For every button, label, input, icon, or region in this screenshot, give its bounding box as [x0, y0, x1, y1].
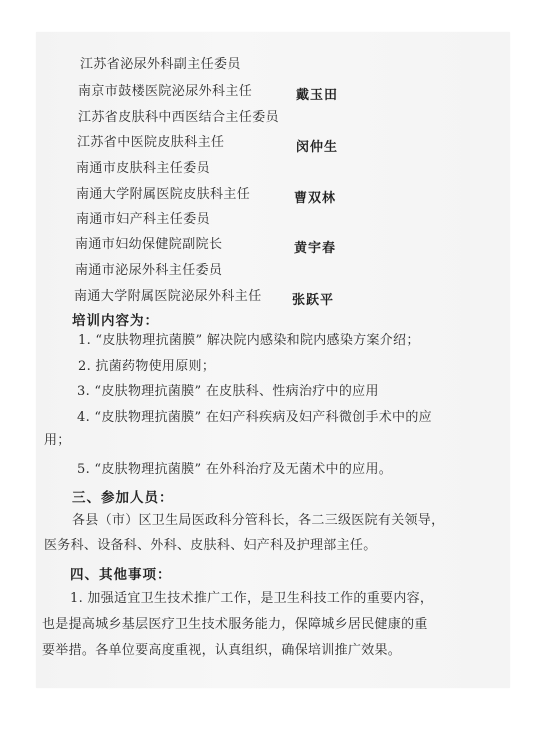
expert-4-title-1: 南通市妇产科主任委员 [76, 212, 211, 227]
other-line-1: 1. 加强适宜卫生技术推广工作，是卫生科技工作的重要内容， [70, 591, 434, 606]
expert-3-title-1: 南通市皮肤科主任委员 [76, 161, 211, 176]
content-item-1: 1. “皮肤物理抗菌膜” 解决院内感染和院内感染方案介绍； [78, 333, 420, 348]
expert-3-name: 曹双林 [294, 191, 337, 206]
other-matters-heading: 四、其他事项： [70, 567, 172, 583]
participants-heading: 三、参加人员： [72, 490, 174, 506]
expert-3-title-2: 南通大学附属医院皮肤科主任 [76, 187, 251, 202]
content-item-4: 4. “皮肤物理抗菌膜” 在妇产科疾病及妇产科微创手术中的应 [77, 410, 432, 425]
training-content-heading: 培训内容为： [72, 313, 159, 329]
participants-line-2: 医务科、设备科、外科、皮肤科、妇产科及护理部主任。 [44, 538, 377, 553]
expert-2-title-1: 江苏省皮肤科中西医结合主任委员 [78, 110, 280, 125]
content-item-2: 2. 抗菌药物使用原则； [78, 359, 216, 374]
expert-2-name: 闵仲生 [296, 140, 339, 155]
content-item-4-continued: 用； [44, 433, 71, 448]
expert-2-title-2: 江苏省中医院皮肤科主任 [77, 135, 225, 150]
expert-5-name: 张跃平 [292, 293, 335, 308]
expert-4-title-2: 南通市妇幼保健院副院长 [75, 237, 223, 252]
expert-4-name: 黄宇春 [294, 241, 337, 256]
participants-line-1: 各县（市）区卫生局医政科分管科长，各二三级医院有关领导， [72, 513, 445, 528]
expert-1-name: 戴玉田 [296, 88, 339, 103]
expert-1-title-1: 江苏省泌尿外科副主任委员 [80, 57, 241, 72]
expert-5-title-1: 南通市泌尿外科主任委员 [75, 263, 223, 278]
content-item-3: 3. “皮肤物理抗菌膜” 在皮肤科、性病治疗中的应用 [77, 384, 379, 399]
other-line-3: 要举措。各单位要高度重视，认真组织，确保培训推广效果。 [42, 643, 402, 658]
expert-1-title-2: 南京市鼓楼医院泌尿外科主任 [78, 84, 253, 99]
expert-5-title-2: 南通大学附属医院泌尿外科主任 [74, 289, 262, 304]
content-item-5: 5. “皮肤物理抗菌膜” 在外科治疗及无菌术中的应用。 [77, 462, 393, 477]
other-line-2: 也是提高城乡基层医疗卫生技术服务能力，保障城乡居民健康的重 [42, 617, 428, 632]
